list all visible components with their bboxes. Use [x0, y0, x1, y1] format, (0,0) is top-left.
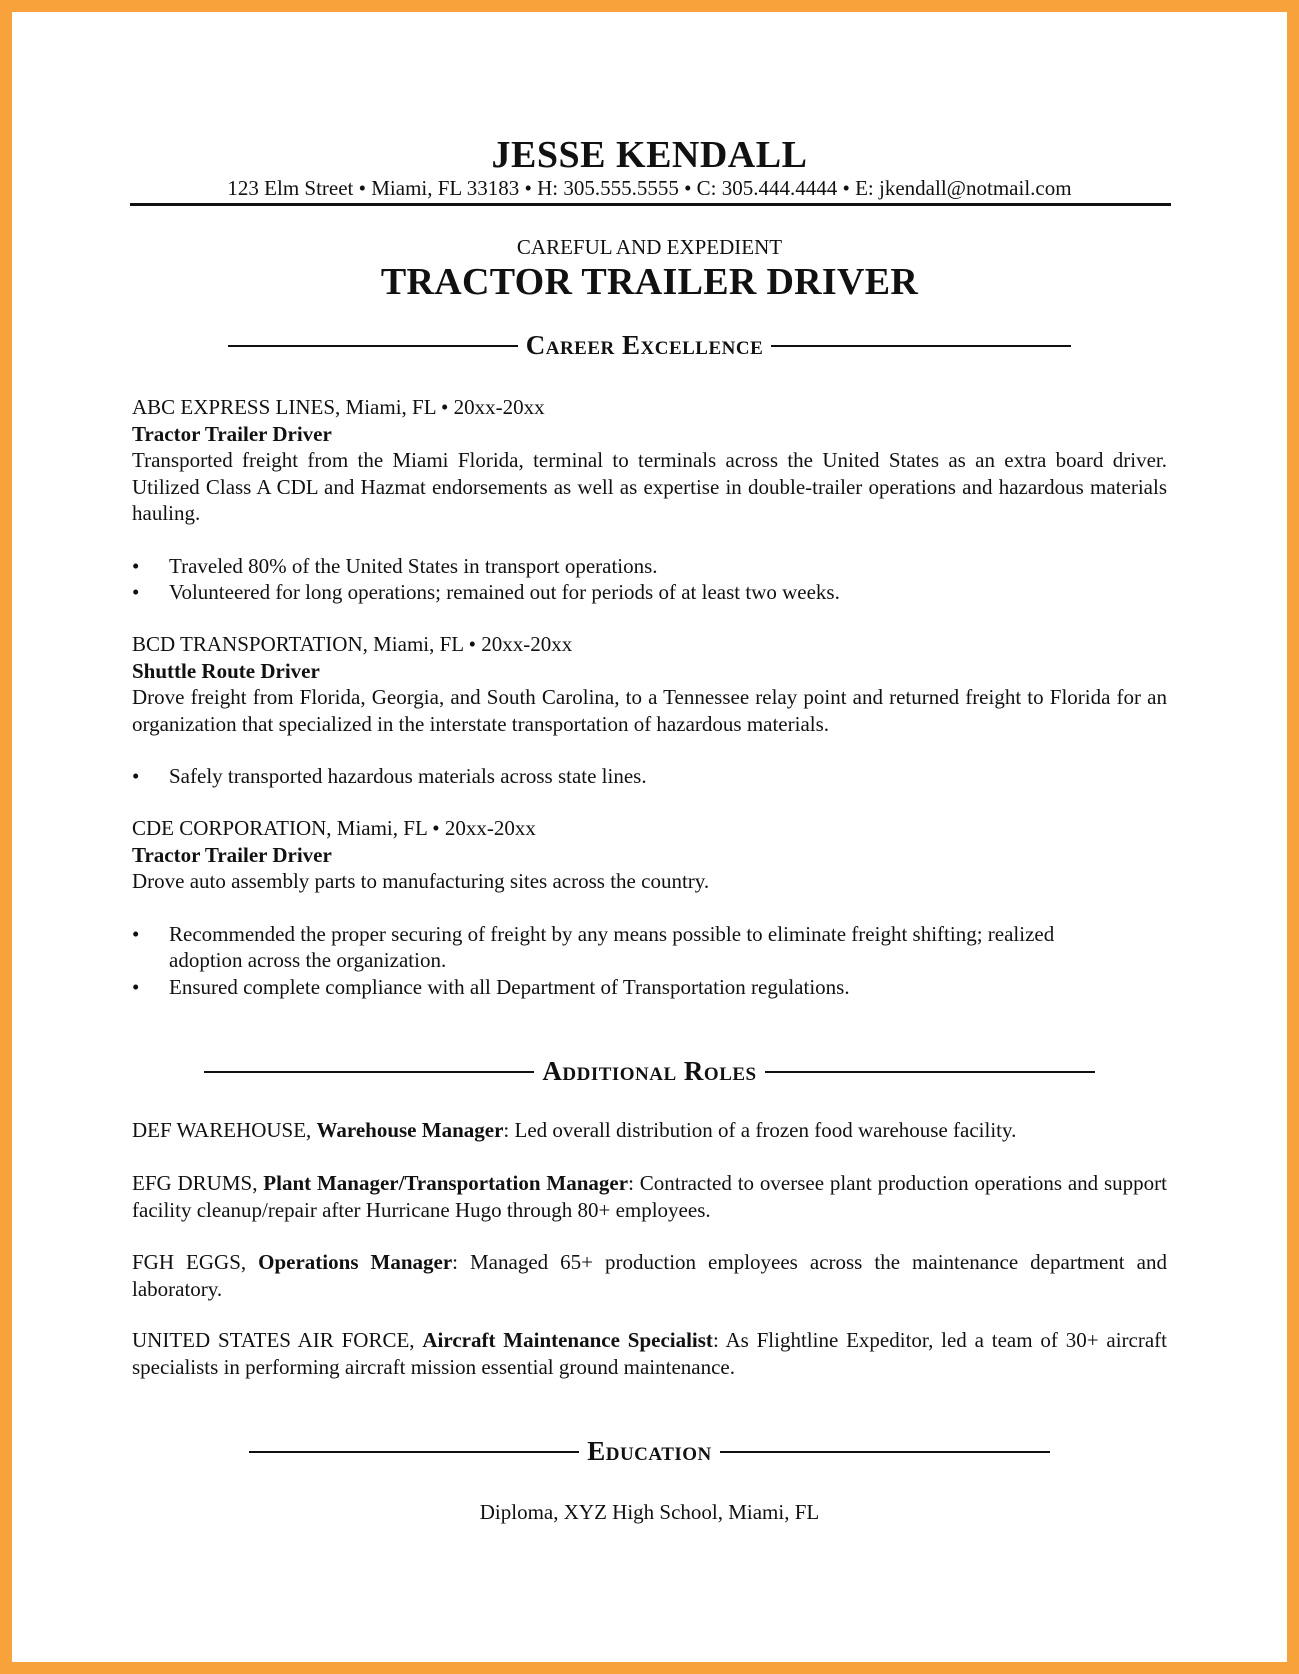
heading-rule-right	[771, 345, 1071, 347]
section-title: Career Excellence	[525, 330, 764, 360]
additional-role	[132, 1327, 1167, 1380]
job-target-title: TRACTOR TRAILER DRIVER	[380, 261, 919, 303]
bullet-icon: •	[132, 974, 140, 999]
education-entry: Diploma, XYZ High School, Miami, FL	[479, 1500, 820, 1524]
job-bullets	[132, 553, 1167, 606]
role-text: : As Flightline Expeditor, led a team of 30+ aircraft specialists in performing aircraft mission essential ground maintenance.	[132, 1328, 1168, 1379]
role-org: UNITED STATES AIR FORCE,	[132, 1328, 423, 1352]
role-org: EFG DRUMS,	[132, 1171, 264, 1195]
section-title: Education	[587, 1436, 712, 1466]
job-title: Tractor Trailer Driver	[132, 421, 332, 446]
job-entry	[132, 815, 1167, 1000]
heading-rule-right	[765, 1071, 1095, 1073]
list-item	[132, 921, 1122, 974]
role-title: Warehouse Manager	[316, 1118, 504, 1142]
job-title: Shuttle Route Driver	[132, 658, 320, 683]
role-org: DEF WAREHOUSE,	[132, 1118, 317, 1142]
bullet-text: Volunteered for long operations; remained out for periods of at least two weeks.	[169, 580, 840, 604]
role-title: Plant Manager/Transportation Manager	[263, 1171, 629, 1195]
job-description: Transported freight from the Miami Florida, terminal to terminals across the United States as an extra board driver. Utilized Class A CDL and Hazmat endorsements as well as expertise in double-trailer operations and hazardous materials hauling.	[132, 448, 1167, 525]
job-title: Tractor Trailer Driver	[132, 842, 332, 867]
section-title: Additional Roles	[542, 1056, 757, 1086]
list-item	[132, 553, 1167, 580]
job-company: CDE CORPORATION, Miami, FL • 20xx-20xx	[132, 816, 536, 840]
bullet-text: Safely transported hazardous materials across state lines.	[169, 764, 647, 788]
job-description: Drove freight from Florida, Georgia, and South Carolina, to a Tennessee relay point and returned freight to Florida for an organization that specialized in the interstate transportation of hazardous materials.	[132, 685, 1167, 736]
contact-info: 123 Elm Street • Miami, FL 33183 • H: 305.555.5555 • C: 305.444.4444 • E: jkendall@notmail.com	[227, 176, 1072, 200]
bullet-icon: •	[132, 921, 140, 946]
bullet-text: Recommended the proper securing of freight by any means possible to eliminate freight shifting; realized adoption across the organization.	[169, 921, 1055, 972]
section-heading-additional	[0, 1056, 1299, 1087]
heading-rule-left	[204, 1071, 534, 1073]
additional-role	[132, 1117, 1167, 1144]
bullet-text: Ensured complete compliance with all Department of Transportation regulations.	[169, 974, 850, 999]
list-item	[132, 579, 1167, 606]
tagline: CAREFUL AND EXPEDIENT	[516, 235, 783, 259]
list-item	[132, 763, 1167, 790]
section-heading-career	[0, 330, 1299, 361]
job-entry	[132, 394, 1167, 606]
role-text: : Contracted to oversee plant production operations and support facility cleanup/repair after Hurricane Hugo through 80+ employees.	[132, 1171, 1167, 1222]
job-description: Drove auto assembly parts to manufacturing sites across the country.	[132, 869, 710, 893]
additional-role	[132, 1249, 1167, 1302]
job-bullets	[132, 921, 1122, 1001]
job-bullets	[132, 763, 1167, 790]
additional-role	[132, 1170, 1167, 1223]
candidate-name: JESSE KENDALL	[491, 134, 808, 176]
role-org: FGH EGGS,	[132, 1250, 259, 1274]
bullet-icon: •	[132, 764, 140, 788]
list-item	[132, 974, 1122, 1001]
role-title: Operations Manager	[258, 1250, 453, 1274]
job-entry	[132, 631, 1167, 790]
header-divider	[130, 203, 1171, 206]
heading-rule-right	[720, 1451, 1050, 1453]
heading-rule-left	[228, 345, 518, 347]
bullet-icon: •	[132, 580, 140, 604]
role-text: : Led overall distribution of a frozen food warehouse facility.	[503, 1118, 1017, 1142]
section-heading-education	[0, 1436, 1299, 1467]
role-title: Aircraft Maintenance Specialist	[422, 1328, 713, 1352]
bullet-text: Traveled 80% of the United States in transport operations.	[169, 553, 658, 578]
role-text: : Managed 65+ production employees across the maintenance department and laboratory.	[132, 1250, 1167, 1301]
job-company: BCD TRANSPORTATION, Miami, FL • 20xx-20xx	[132, 632, 573, 656]
job-company: ABC EXPRESS LINES, Miami, FL • 20xx-20xx	[132, 395, 545, 419]
heading-rule-left	[249, 1451, 579, 1453]
bullet-icon: •	[132, 553, 140, 578]
